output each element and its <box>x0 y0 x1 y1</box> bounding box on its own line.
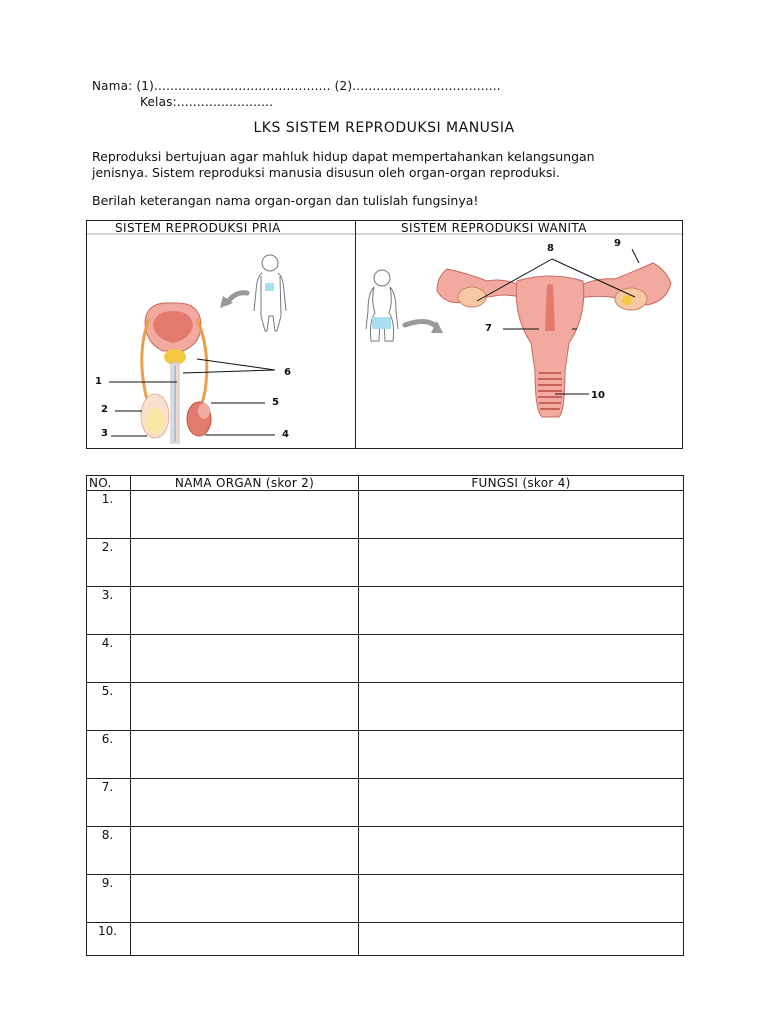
organ-name-cell[interactable] <box>131 491 359 539</box>
table-row <box>87 491 684 539</box>
female-body-silhouette <box>366 270 398 341</box>
table-row <box>87 779 684 827</box>
worksheet-title: LKS SISTEM REPRODUKSI MANUSIA <box>253 120 515 136</box>
table-row <box>87 683 684 731</box>
function-cell[interactable] <box>359 827 684 875</box>
male-body-silhouette <box>254 255 286 331</box>
female-highlight-box <box>372 317 391 329</box>
answer-table <box>86 475 684 956</box>
organ-name-cell[interactable] <box>131 635 359 683</box>
intro-line-1: Reproduksi bertujuan agar mahluk hidup dapat mempertahankan kelangsungan <box>92 149 595 164</box>
table-header-row <box>87 476 684 491</box>
row-number: 8. <box>87 827 131 875</box>
row-number: 10. <box>87 923 131 956</box>
function-cell[interactable] <box>359 731 684 779</box>
female-caption: SISTEM REPRODUKSI WANITA <box>401 221 587 235</box>
table-row <box>87 875 684 923</box>
table-row <box>87 539 684 587</box>
function-cell[interactable] <box>359 635 684 683</box>
function-cell[interactable] <box>359 539 684 587</box>
row-number: 3. <box>87 587 131 635</box>
organ-name-cell[interactable] <box>131 779 359 827</box>
function-cell[interactable] <box>359 875 684 923</box>
diagram-box <box>86 220 683 449</box>
function-cell[interactable] <box>359 923 684 956</box>
name-field-line: Nama: (1)............................................ (2)..................................... <box>92 79 501 93</box>
organ-name-cell[interactable] <box>131 587 359 635</box>
male-label-2: 2 <box>101 404 108 415</box>
table-row <box>87 587 684 635</box>
male-highlight-box <box>265 283 274 291</box>
row-number: 5. <box>87 683 131 731</box>
table-row <box>87 731 684 779</box>
organ-name-cell[interactable] <box>131 731 359 779</box>
row-number: 6. <box>87 731 131 779</box>
row-number: 9. <box>87 875 131 923</box>
function-cell[interactable] <box>359 779 684 827</box>
instruction-text: Berilah keterangan nama organ-organ dan tulislah fungsinya! <box>92 193 479 208</box>
header-organ-name: NAMA ORGAN (skor 2) <box>131 476 359 491</box>
function-cell[interactable] <box>359 683 684 731</box>
intro-line-2: jenisnya. Sistem reproduksi manusia disusun oleh organ-organ reproduksi. <box>92 165 560 180</box>
reproduction-illustration <box>87 221 684 450</box>
male-label-5: 5 <box>272 397 279 408</box>
table-row <box>87 827 684 875</box>
male-label-6: 6 <box>284 367 291 378</box>
male-label-3: 3 <box>101 428 108 439</box>
female-organs-illustration <box>437 263 671 417</box>
header-function: FUNGSI (skor 4) <box>359 476 684 491</box>
female-label-8: 8 <box>547 243 554 254</box>
organ-name-cell[interactable] <box>131 875 359 923</box>
female-label-10: 10 <box>591 390 605 401</box>
male-label-1: 1 <box>95 376 102 387</box>
organ-name-cell[interactable] <box>131 827 359 875</box>
organ-name-cell[interactable] <box>131 539 359 587</box>
table-row <box>87 635 684 683</box>
row-number: 4. <box>87 635 131 683</box>
row-number: 1. <box>87 491 131 539</box>
function-cell[interactable] <box>359 587 684 635</box>
organ-name-cell[interactable] <box>131 683 359 731</box>
organ-name-cell[interactable] <box>131 923 359 956</box>
male-label-4: 4 <box>282 429 289 440</box>
male-caption: SISTEM REPRODUKSI PRIA <box>115 221 281 235</box>
function-cell[interactable] <box>359 491 684 539</box>
female-label-9: 9 <box>614 238 621 249</box>
female-label-7: 7 <box>485 323 492 334</box>
class-field-line: Kelas:........................ <box>140 95 274 109</box>
female-zoom-arrow <box>405 321 437 327</box>
row-number: 2. <box>87 539 131 587</box>
row-number: 7. <box>87 779 131 827</box>
table-row <box>87 923 684 956</box>
header-no: NO. <box>87 476 131 491</box>
